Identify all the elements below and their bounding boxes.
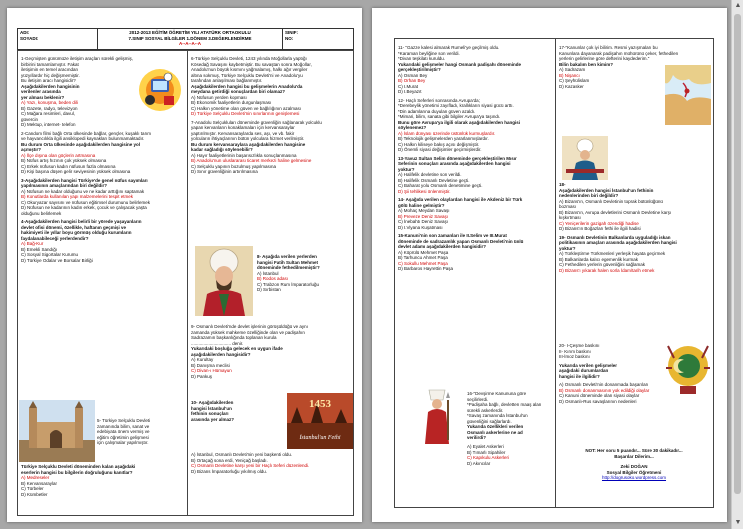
question-line: D) Mektup, internet- telefon	[21, 122, 76, 127]
page1-column1-block2	[97, 418, 150, 446]
question-line: 12- Haçlı Seferleri sonrasında Avrupa'da;	[398, 97, 480, 103]
question-line: Bilin bakalım ben kimim?	[559, 61, 614, 67]
vertical-scrollbar[interactable]	[731, 0, 743, 529]
question-line: zamanında bilim, sanat ve	[97, 423, 150, 429]
exam-group-label: A--A--A--A	[179, 41, 201, 46]
question-line: A) Halifelik devletine son verildi.	[398, 172, 462, 177]
svg-text:1453: 1453	[309, 398, 331, 410]
question-line: sürekli askerlerdir.	[467, 407, 504, 413]
question-line: zamanda yüksek mahkeme özelliğinde olan ve padişahın	[191, 329, 305, 335]
question-line: C) Mağara resimleri, davul,	[21, 111, 76, 116]
question-line: 4-Aşağıdakilerden hangisi belirli bir yörede yaşayanların	[21, 219, 142, 224]
column-divider-2	[555, 38, 556, 508]
exam-page-2	[372, 8, 727, 522]
question-line: 11- "Gazze kalesi almarak Rumeli'ye geçilmiş oldu.	[398, 45, 500, 50]
question-line: yoktur?	[398, 166, 415, 172]
question-line: Türkiye Selçuklu Devleti döneminden kalan aşağıdaki	[21, 464, 136, 469]
exam-header	[17, 28, 354, 50]
class-number-cell	[283, 29, 355, 49]
question-line: D) Bizans İmparatorluğu yıkılmış oldu.	[191, 468, 268, 474]
question-line: B) Bizans'ın, Avrupa devletlerini Osmanlı Devletine karşı	[559, 209, 672, 215]
question-line: C) Divan-ı Hümayun	[191, 368, 232, 373]
question-line: D) Türkiye Odalar ve Borsalar Birliği	[21, 257, 93, 263]
page1-column2-block2	[257, 254, 320, 293]
question-line: aşağıdakilerden hangisidir?	[191, 351, 251, 357]
svg-text:İstanbul'un Fethi: İstanbul'un Fethi	[299, 435, 341, 441]
question-line: A) Nüfusun yerden kopması	[191, 94, 247, 100]
question-line: D) Akıncılar	[467, 460, 491, 466]
question-line: B) Konutlarda kullanılan yapı malzemelerini tespit etmek	[21, 194, 134, 199]
question-line: yoktur?	[559, 245, 576, 251]
question-line: Bu durum kervansaraylara aşağıdakilerden hangisine	[191, 141, 306, 147]
question-line: B) Gazete, radyo, televizyon	[21, 105, 78, 111]
question-line: D) Kazasker	[559, 83, 584, 89]
question-line: Yukarıda verilen gelişmeler	[559, 362, 618, 368]
question-line: D) I.Viyana Kuşatması	[398, 224, 443, 230]
question-line: 2-Candom filmi bağlı Orta ülkesinde bağlar, gençler, kuşaklı tarım	[21, 130, 152, 136]
teacher-name: Zeki DOĞAN	[620, 464, 648, 469]
scroll-up-icon[interactable]: ▲	[734, 2, 742, 9]
question-line: D) Osmanlı-Rus savaşlarının nedenleri	[559, 398, 637, 404]
question-line: altına sokmuş, Türkiye Selçuklu Devleti'ni ve Anadolu'yu	[191, 72, 303, 78]
question-line: B) Ekonomik faaliyetlerin durgunlaşması	[191, 100, 272, 105]
question-line: A) Nüfusun ne kadar olduğunu ve ne kadar arttığını saptamak	[21, 188, 145, 194]
question-line: C) Türbeler	[21, 486, 44, 491]
question-line: iletişimin en temel aracından	[21, 67, 79, 72]
question-line: 19- Osmanlı Devletinin Balkanlarda uyguladığı iskan	[559, 234, 671, 240]
question-line: D) Şii tehlikesi önlenmiştir.	[398, 188, 451, 194]
question-line: Kösedağ Savaşını kaybetmiştir. Bu savaştan sonra Moğollar,	[191, 61, 312, 67]
question-line: 17-"Kanunlar çok iyi bilirim. Resmi yazışmaları bu	[559, 45, 658, 50]
question-line: A) İslam dünyası üzerinde üstünlük kurmuşlardır.	[398, 130, 496, 136]
question-line: güvenliğini sağlarlardı.	[467, 418, 512, 424]
question-line: C) İnebahtı Deniz Savaşı	[398, 219, 449, 224]
question-line: 13-Yavuz Sultan Selim döneminde gerçekleştirilen Mısır	[398, 155, 517, 161]
question-line: D) Bizans'ı yıkarak halen sorla İdam/tarih etmek	[559, 267, 655, 273]
name-label: ADI:	[20, 30, 30, 35]
question-line: 20- I-Çeşme baskını	[559, 343, 600, 348]
question-line: B) Teknolojik gelişmelerden yararlanmışlardır.	[398, 136, 489, 141]
question-line: meydana getirdiği sonuçlardan biri olamaz?	[191, 89, 286, 94]
question-line: aşağıdaki durumlardan	[559, 368, 609, 373]
question-line: C) Baharat yolu Osmanlı denetimine geçti.	[398, 183, 483, 188]
question-line: *Padişaha bağlı, devletten maaş alan	[467, 402, 542, 407]
question-line: Anadolu'nun büyük kısmını yağmalamış, halkı ağır vergiler	[191, 67, 308, 72]
question-line: 14- Aşağıda verilen olaylardan hangisi ile Akdeniz bir Türk	[398, 197, 523, 202]
question-line: ................................ denir.	[191, 340, 244, 346]
question-line: 1-Geçmişten günümüze iletişim araçları sürekli gelişmiş,	[21, 56, 134, 61]
question-line: D) Önemli siyasi değişimler geçirmişlerdir.	[398, 147, 482, 152]
footer-wish: Başarılar Dilerim...	[614, 453, 654, 459]
question-line: Aşağıdakilerden hangisi İstanbul'un fethinin	[559, 187, 654, 193]
scroll-down-icon[interactable]: ▼	[734, 519, 742, 526]
question-line: C) Kapıkulu Askerleri	[467, 455, 510, 460]
question-line: fethinin sonuçları	[191, 411, 229, 416]
question-line: hangisi İstanbul'un	[191, 405, 232, 411]
question-line: D) Pankuş	[191, 373, 213, 379]
question-line: C) Osmanlı Devletine karşı yeni bir Haçlı Seferi düzenlendi.	[191, 463, 310, 468]
question-line: III-İmoz baskını	[559, 354, 590, 359]
ottoman-coat-of-arms	[662, 338, 714, 398]
question-line: C) Yeniçerilerin gazigah özendiği hadise	[559, 220, 639, 226]
question-line: için çalışmalar yapılmıştır.	[97, 440, 149, 445]
question-line: *Savaş zamanında İstanbul'un	[467, 413, 528, 418]
question-line: A) Bağ-Kur	[21, 241, 44, 246]
page1-column1-block1	[21, 56, 151, 263]
question-line: yaptırılmıştır. Kervansaraylarda ses, aşı, ve vb. fakir	[191, 130, 295, 136]
question-line: D) Sırbistan	[257, 287, 281, 292]
question-line: B) Emekli Sandığı	[21, 246, 58, 252]
question-line: C) Erkek nüfusun kadın nüfusun fazla olmasına	[21, 163, 116, 169]
question-line: D) Nüfusun ne kadarının kadın erkek, çocuk ve çalışacak yaşta	[21, 205, 147, 210]
question-line: B) Preveze Deniz Savaşı	[398, 213, 449, 219]
question-line: D) Bizans'ın Boğazları fethi ile ilgili hadisi	[559, 226, 641, 231]
question-line: D) Kümbetler	[21, 491, 48, 497]
question-line: arasında yer almaz?	[191, 416, 235, 422]
question-line: gerçekleştirilmiştir?	[398, 67, 441, 72]
question-line: 5- Türkiye Selçuklu Devleti	[97, 418, 151, 423]
exam-title-cell	[98, 29, 283, 49]
question-line: Bu iletişim aracı hangisidir?	[21, 78, 76, 83]
exam-footer	[559, 448, 709, 481]
question-line: devlet adamı aşağıdakilerden hangisidir?	[398, 244, 487, 249]
scrollbar-thumb[interactable]	[734, 14, 741, 494]
question-line: Osmanlı askerlerine ne ad	[467, 429, 523, 435]
question-line: tarafından anlaşılması bağlanmıştır.	[191, 78, 263, 83]
question-line: A) Bizans'ın, Osmanlı Devletinin toprak bütünlüğünü	[559, 198, 663, 204]
question-line: C) Trabzon Rum İmparatorluğu	[257, 281, 320, 287]
question-line: Kanunlara dayanarak padişahın mühürünü çeker, fethedilen	[559, 50, 679, 56]
question-line: C) Okuryazar sayısını ve nüfusun eğitimsel durumunu belirlemek	[21, 199, 151, 205]
question-line: C) Sokullu Mehmet Paşa	[398, 260, 448, 266]
question-line: verilirdi?	[467, 435, 487, 440]
student-name-cell	[18, 29, 98, 49]
question-line: edebiyata önem vermiş ve	[97, 429, 150, 434]
question-line: nedenlerinden biri değildir?	[559, 193, 619, 198]
sultan-portrait	[195, 246, 253, 316]
exam-page-1	[7, 8, 362, 522]
question-line: B) Nişancı	[559, 72, 580, 78]
question-line: 15-Kanuni'nin son zamanları ile II.Selim ve III.Murat	[398, 233, 507, 238]
question-line: C) Sosyal Sigortalar Kurumu	[21, 252, 79, 257]
teacher-role: Sosyal Bilgiler Öğretmeni	[606, 469, 662, 475]
question-line: B) Tımarlı Sipahiler	[467, 449, 506, 455]
question-line: yolcuların ihtiyaçlarının bütün yolculara hizmet verilmiştir.	[191, 136, 305, 141]
question-line: 8- Aşağıda verilen yerlerden	[257, 254, 317, 259]
question-line: B) Balkanlarda kalıcı egemenlik kurmak	[559, 256, 639, 262]
page1-column1-block3	[21, 464, 135, 497]
question-line: 6-Türkiye Selçuklu Devleti, 1243 yılında Moğollarla yaptığı	[191, 56, 307, 61]
question-line: Yukarıdaki gelişmeler hangi Osmanlı padişahı döneminde	[398, 61, 522, 67]
footer-note: NOT: Her soru 5 puandır... Süre 30 dakikadır...	[585, 448, 683, 453]
question-line: D) Kişi başına düşen gelir seviyesinin yüksek olmasına	[21, 169, 131, 174]
question-line: B) Danışma meclisi	[191, 362, 230, 368]
question-line: B) Anadolu'nun uluslararası ticaret merkezi haline gelmesine	[191, 158, 312, 163]
question-line: yer alması beklenir?	[21, 94, 65, 100]
page2-column2-block1	[559, 45, 678, 89]
question-line: Bunu göre Avrupa'ya ilgili olarak aşağıdakilerden hangisi	[398, 119, 521, 125]
question-line: C) Kanuni döneminde olan siyasi olaylar	[559, 393, 640, 398]
question-line: 9- Osmanlı Devleti'nde devlet işlerinin görüşüldüğü ve aynı	[191, 324, 308, 329]
question-line: Aşağıdakilerden hangisinin	[21, 83, 80, 89]
question-line: *Divan teşkilatı kuruldu.	[398, 56, 446, 61]
question-line: yerlerin gelirlerine göre defterini kaydederim."	[559, 56, 650, 61]
question-line: politikasının amaçları arasında aşağıdakilerden hangisi	[559, 240, 677, 245]
question-line: döneminde de sadrazamlık yapan Osmanlı Devleti'nin ünlü	[398, 238, 524, 244]
page2-column2-block2	[559, 182, 677, 273]
question-line: birbirini tamamlamıştır. Fakat	[21, 61, 79, 67]
istanbul-conquest-poster	[287, 393, 353, 449]
question-line: Yukarıdaki boşluğa gelecek en uygun ifade	[191, 346, 283, 351]
page2-column1-block2	[467, 391, 541, 441]
question-line: B) Kervansaraylar	[21, 480, 58, 486]
question-line: ve hayvancılıkla ilgili ansiklopedi kaynakları bulunmamaktadır.	[21, 136, 145, 141]
page2-column2-block3	[559, 343, 649, 404]
question-line: 3-Aşağıdakilerden hangisi Türkiye'de genel nüfus sayımları	[21, 177, 148, 183]
question-line: D) Sınır güvenliğinin artırılmasına	[191, 169, 258, 174]
question-line: kadar sağladığı söylenebilir?	[191, 147, 253, 152]
question-line: Yukarıda özellikleri verilen	[467, 424, 524, 429]
question-line: hangisi Fatih Sultan Mehmet	[257, 259, 319, 265]
question-line: yapılmasının amaçlarından biri değildir?	[21, 183, 108, 188]
question-line: Aşağıdakilerden hangisi bu gelişmelerin Anadolu'da	[191, 83, 303, 89]
question-line: seçilirlerdi.	[467, 396, 489, 402]
question-line: A) Mohaç Meydan Savaşı	[398, 208, 450, 213]
question-line: güvercin	[21, 116, 39, 122]
question-line: D) I.Beyazıt	[398, 89, 422, 94]
question-line: eserlerin hangisi bu bilgilerin doğruluğunu kanıtlar?	[21, 469, 133, 475]
number-label: NO:	[285, 35, 294, 41]
question-line: C) Halkın kiliseye bakış açısı değişmiştir.	[398, 141, 480, 147]
question-line: yüzyıllardır hiç değişmemiştir.	[21, 72, 80, 78]
question-line: 7-Anadolu Selçukluları döneminde güvenliğin sağlanarak yolcuklu	[191, 119, 322, 125]
question-line: C) I.Murat	[398, 83, 419, 89]
question-line: B) Ortaçağ sona erdi, Yeniçağ başladı.	[191, 457, 268, 463]
question-line: C) Selçuklu yapının bozulmuş yapılmasına	[191, 163, 277, 169]
teacher-website-link[interactable]: http://dogrusoko.wordpress.com	[601, 475, 667, 480]
question-line: A) Sadrazam	[559, 67, 586, 72]
question-line: 18-	[559, 182, 566, 187]
question-line: A) Türkleştirme Türkmenleri yerleşik hayata geçirmek	[559, 251, 666, 256]
page1-column2-block3	[191, 324, 308, 379]
question-line: B) Rodos adası	[257, 276, 289, 281]
question-line: C) Şeyhülislam	[559, 78, 590, 83]
question-line: *Mimari, bilim, sanata gibi bilgiler Avrupa'ya taşındı.	[398, 114, 501, 119]
question-line: A) Osman Bey	[398, 72, 428, 78]
question-line: A) İstanbul	[257, 270, 279, 276]
question-line: *Derebeylik yönetimi zayıfladı, krallıkların siyasi gücü arttı.	[398, 103, 514, 108]
question-line: gölü haline gelmiştir?	[398, 202, 445, 208]
question-line: B) Nüfus artış hızının çok yüksek olmasına	[21, 158, 107, 163]
surname-label: SOYADI:	[20, 35, 39, 41]
question-line: B) Tarhuncu Ahmet Paşa	[398, 255, 448, 260]
page2-column1-block3	[467, 444, 509, 466]
question-line: D) Türkiye Selçuklu Devleti'nin sınırlarının genişlemesi	[191, 111, 300, 116]
question-line: hakimiyeti ile yıllar boyu görmüş olduğu kurumların	[21, 230, 132, 235]
question-line: 10- Aşağıdakilerden	[191, 400, 234, 405]
question-line: B) Halifelik Osmanlı Devletine geçti.	[398, 177, 470, 183]
sultan-miniature	[562, 136, 608, 180]
question-line: A) Kurultay	[191, 357, 214, 362]
question-line: olduğunu belirlemek	[21, 210, 62, 216]
question-line: söylenemez?	[398, 125, 427, 130]
question-line: A) Eyalet Askerleri	[467, 444, 504, 449]
question-line: C) Fethedilen yerlerin güvenliğini sağlamak	[559, 262, 646, 267]
page1-column2-block4	[191, 400, 234, 422]
question-line: D) Barbaros Hayrettin Paşa	[398, 266, 454, 271]
exam-title-line2: 7.SINIF SOSYAL BİLGİLER 1.DÖNEM 3.DEĞERLENDİRME	[128, 35, 252, 41]
question-line: hangisi ile ilgilidir?	[559, 373, 600, 379]
question-line: devlet ofisi dönemi, özellikle, haftanın geçmişi ve	[21, 224, 127, 230]
question-line: verilenler arasında	[21, 89, 61, 94]
column-divider	[187, 50, 188, 516]
question-line: 16-"Devşirme Kanununa göre	[467, 391, 527, 396]
question-line: faydalanabileceği yerlerdendir?	[21, 235, 89, 241]
question-line: açmıştır?	[21, 147, 42, 152]
class-label: SINIF:	[285, 30, 298, 35]
question-line: Seferinin sonuçları arasında aşağıdakilerden hangisi	[398, 161, 511, 166]
page2-column1-block1	[398, 45, 523, 272]
question-line: A) Osmanlı Devleti'nin donanmada başarıları	[559, 382, 649, 387]
question-line: yapan kervanların konaklamaları için kervansaraylar	[191, 125, 295, 130]
question-line: *Karaman beyliğine son verildi.	[398, 50, 460, 56]
question-line: Bu durum Orta ülkesinde aşağıdakilerden hangisine yol	[21, 141, 141, 147]
question-line: B) Orhan Bey	[398, 78, 426, 83]
question-line: eğitim öğretimin gelişmesi	[97, 434, 149, 440]
question-line: *Din adamlarına duyulan güven azaldı.	[398, 108, 476, 114]
question-line: B) Osmanlı donanmasının yok edildiği olaylar	[559, 387, 650, 393]
question-line: A) İstanbul, Osmanlı Devleti'nin yeni başkenti oldu.	[191, 452, 293, 457]
question-line: II- Kırım baskını	[559, 348, 591, 354]
question-line: A) İlçe dışına olan göçlerin artmasına	[21, 152, 96, 158]
exam-title-line1: 2012-2013 EĞİTİM ÖĞRETİM YILI ATATÜRK ORTAOKULU	[129, 30, 251, 35]
question-line: A) Yazı, konuşma, beden dili	[21, 100, 78, 105]
question-line: A) Hayır faaliyetlerinin başarısızlıkla sonuçlanmasına	[191, 152, 297, 158]
question-line: A) Medreseler	[21, 475, 50, 480]
question-line: C) Halkın yönetime olan güven ve bağlılığının azalması	[191, 105, 302, 111]
seljuk-madrasa-photo	[19, 400, 95, 462]
question-line: döneminde fethedilmemiştir?	[257, 265, 320, 270]
page1-column2-block5	[191, 452, 309, 474]
question-line: A) Köprülü Mehmet Paşa	[398, 249, 449, 255]
page1-column2-block1	[191, 56, 322, 175]
question-line: bozması	[559, 204, 577, 209]
question-line: Sadrazamın başkanlığında toplanan kurula	[191, 335, 277, 340]
question-line: kışkırtması	[559, 215, 581, 220]
janissary-figure	[417, 386, 457, 444]
